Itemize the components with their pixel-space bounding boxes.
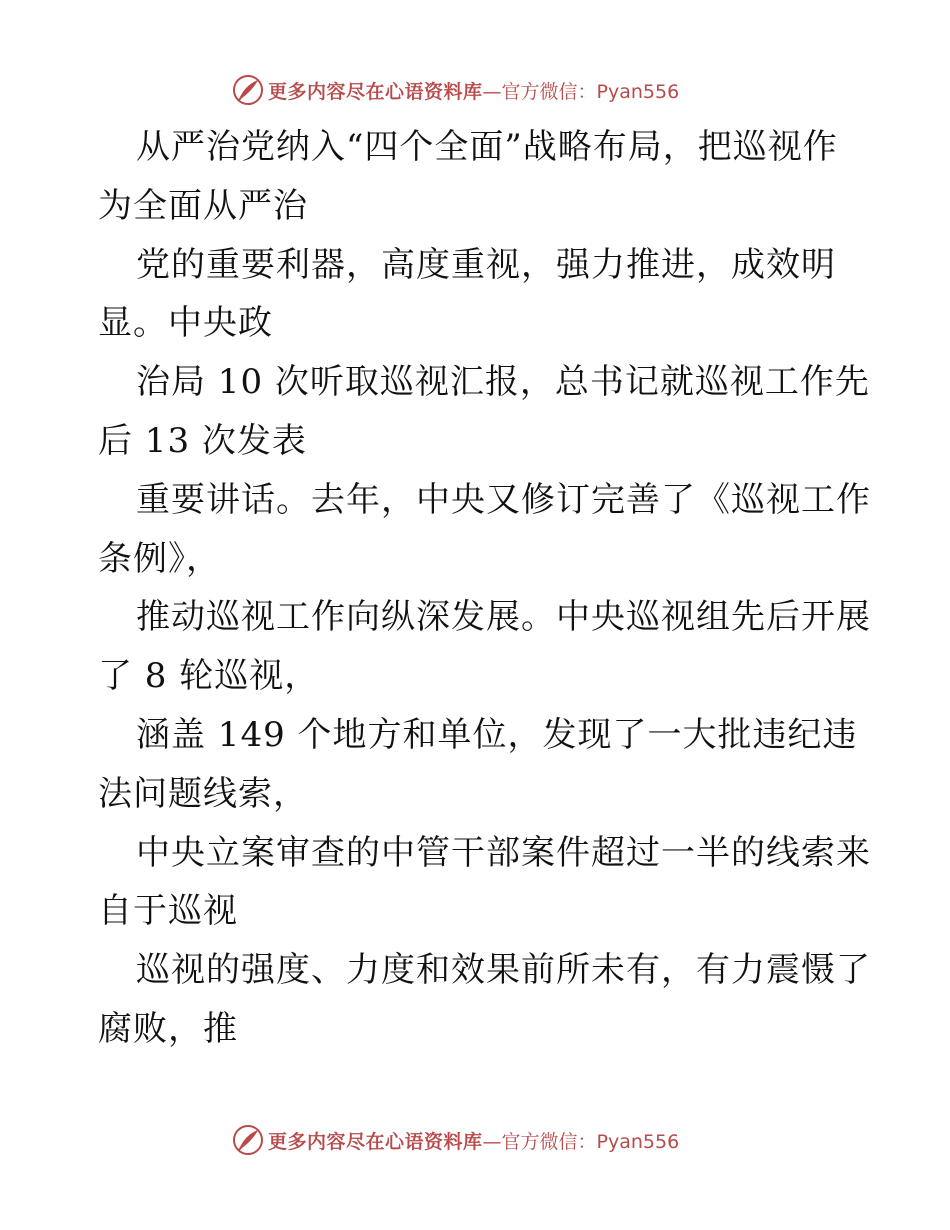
text-line: 从严治党纳入“四个全面”战略布局，把巡视作 <box>136 127 838 167</box>
banner-wechat: —官方微信：Pyan556 <box>482 1130 680 1153</box>
text-line: 推动巡视工作向纵深发展。中央巡视组先后开展 <box>136 597 871 638</box>
banner-title: 更多内容尽在心语资料库 <box>268 1130 483 1153</box>
header-banner <box>232 72 712 108</box>
text-line: 涵盖 149 个地方和单位，发现了一大批违纪违 <box>136 714 858 755</box>
text-line: 自于巡视 <box>98 891 238 932</box>
footer-banner <box>232 1122 712 1158</box>
text-line: 显。中央政 <box>98 303 273 344</box>
text-line: 中央立案审查的中管干部案件超过一半的线索来 <box>136 832 871 873</box>
text-line: 党的重要利器，高度重视，强力推进，成效明 <box>136 244 836 285</box>
text-line: 治局 10 次听取巡视汇报，总书记就巡视工作先 <box>136 362 870 403</box>
quill-logo-icon <box>232 1124 264 1156</box>
text-line: 巡视的强度、力度和效果前所未有，有力震慑了 <box>136 950 871 991</box>
quill-logo-icon <box>232 74 264 106</box>
text-line: 了 8 轮巡视， <box>98 656 320 697</box>
text-line: 为全面从严治 <box>98 185 308 226</box>
text-line: 法问题线索， <box>98 773 308 814</box>
text-line: 条例》， <box>98 538 221 579</box>
banner-wechat: —官方微信：Pyan556 <box>482 80 680 103</box>
document-body <box>98 118 871 1059</box>
text-line: 腐败，推 <box>98 1008 238 1049</box>
text-line: 后 13 次发表 <box>98 420 307 461</box>
banner-title: 更多内容尽在心语资料库 <box>268 80 483 103</box>
text-line: 重要讲话。去年，中央又修订完善了《巡视工作 <box>136 479 871 520</box>
